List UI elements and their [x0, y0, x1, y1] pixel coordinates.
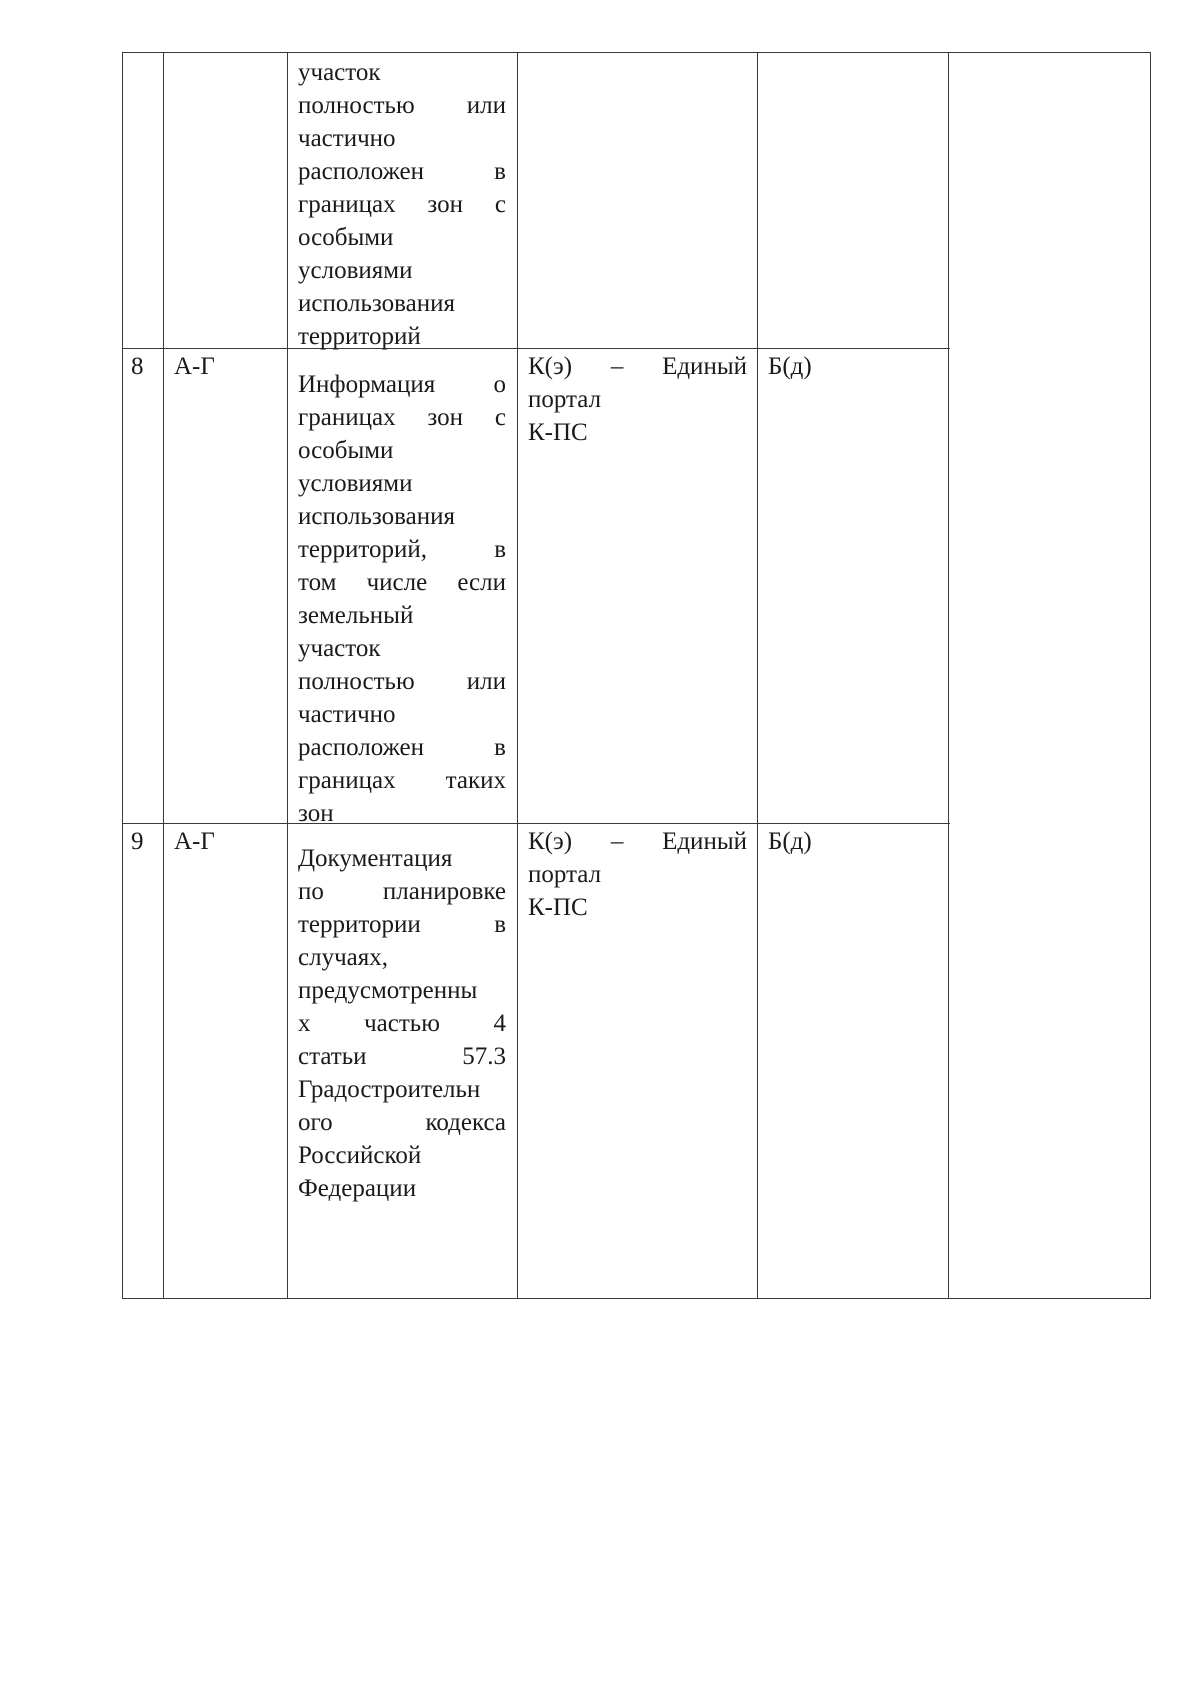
source-cell: [528, 350, 747, 449]
document-line: случаях,: [298, 944, 388, 971]
category-cell: А-Г: [174, 353, 215, 380]
col-border-2: [287, 52, 288, 1299]
document-line: границах зон с: [298, 404, 506, 431]
document-line: Документация: [298, 845, 453, 872]
category-cell: А-Г: [174, 828, 215, 855]
document-line: расположен в: [298, 158, 506, 185]
document-cell: [298, 842, 506, 1205]
col-border-5: [948, 52, 949, 1299]
document-line: границах таких: [298, 767, 506, 794]
document-line: использования: [298, 290, 455, 317]
document-line: расположен в: [298, 734, 506, 761]
document-line: территорий: [298, 323, 421, 350]
document-line: полностью или: [298, 668, 506, 695]
document-line: границах зон с: [298, 191, 506, 218]
document-line: территории в: [298, 911, 506, 938]
document-cell: [298, 56, 506, 353]
document-line: особыми: [298, 437, 394, 464]
document-line: зон: [298, 800, 334, 827]
document-line: Федерации: [298, 1175, 417, 1202]
source-cell: [528, 825, 747, 924]
document-line: Информация о: [298, 371, 506, 398]
document-line: том числе если: [298, 569, 506, 596]
document-line: ого кодекса: [298, 1109, 506, 1136]
document-line: использования: [298, 503, 455, 530]
col-border-6: [1150, 52, 1151, 1299]
col-border-0: [122, 52, 123, 1299]
document-line: предусмотренны: [298, 977, 478, 1004]
document-line: особыми: [298, 224, 394, 251]
document-line: Российской: [298, 1142, 422, 1169]
document-line: х частью 4: [298, 1010, 506, 1037]
document-line: условиями: [298, 470, 413, 497]
row-number: 9: [131, 828, 144, 855]
document-line: по планировке: [298, 878, 506, 905]
row-divider-2: [122, 823, 950, 824]
document-line: Градостроительн: [298, 1076, 481, 1103]
row-divider-1: [122, 348, 950, 349]
document-line: условиями: [298, 257, 413, 284]
document-line: участок: [298, 59, 381, 86]
document-line: полностью или: [298, 92, 506, 119]
document-cell: [298, 368, 506, 830]
table-top-border: [122, 52, 1151, 53]
type-cell: Б(д): [768, 353, 812, 380]
source-line: портал: [528, 386, 602, 413]
document-line: частично: [298, 125, 396, 152]
col-border-4: [757, 52, 758, 1299]
type-cell: Б(д): [768, 828, 812, 855]
document-line: статьи 57.3: [298, 1043, 506, 1070]
document-line: территорий, в: [298, 536, 506, 563]
col-border-1: [163, 52, 164, 1299]
document-line: частично: [298, 701, 396, 728]
source-line: К-ПС: [528, 894, 588, 921]
source-line: К(э) – Единый: [528, 353, 747, 380]
source-line: портал: [528, 861, 602, 888]
col-border-3: [517, 52, 518, 1299]
source-line: К(э) – Единый: [528, 828, 747, 855]
table-bottom-border: [122, 1298, 1151, 1299]
document-line: земельный: [298, 602, 414, 629]
document-line: участок: [298, 635, 381, 662]
row-number: 8: [131, 353, 144, 380]
source-line: К-ПС: [528, 419, 588, 446]
